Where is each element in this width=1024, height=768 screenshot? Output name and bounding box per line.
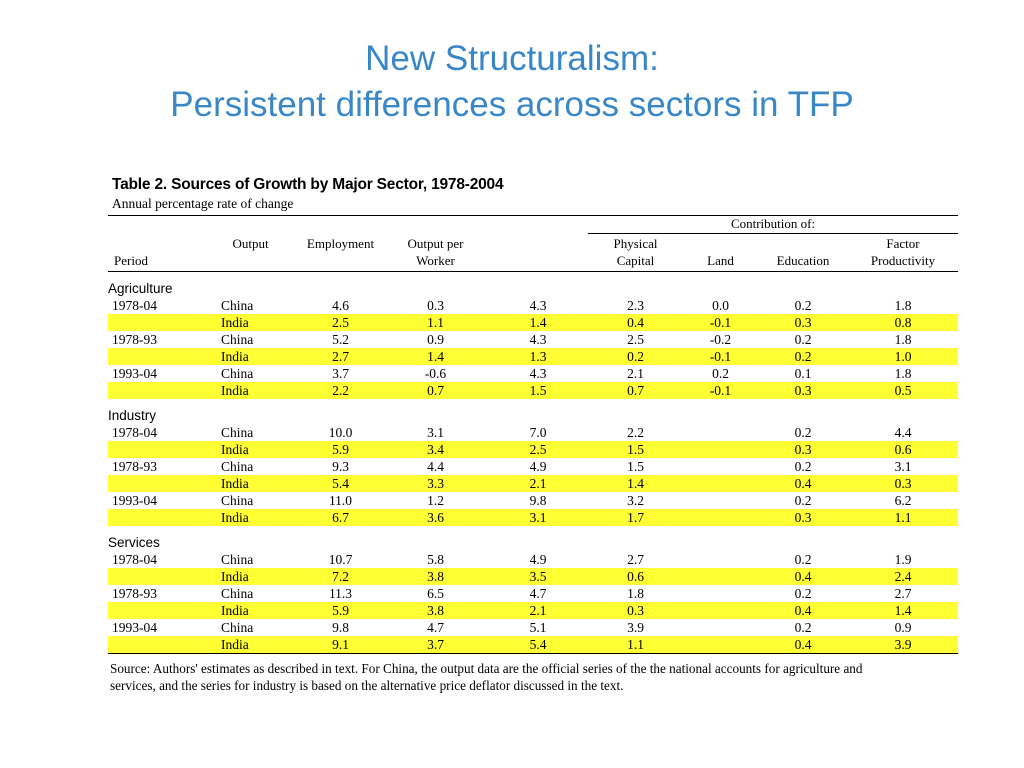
cell-physical-capital: 3.2 <box>627 493 644 508</box>
cell-country: India <box>203 382 298 399</box>
cell-land <box>683 509 758 526</box>
page-title <box>0 36 1024 128</box>
cell-land <box>683 475 758 492</box>
cell-output: 2.5 <box>298 314 383 331</box>
cell-output: 9.3 <box>332 459 349 474</box>
sector-heading-industry <box>108 399 958 424</box>
sector-heading-agriculture <box>108 272 958 298</box>
cell-education: 0.2 <box>794 459 812 474</box>
header-education: Education <box>776 253 830 268</box>
cell-output-per-worker: 2.5 <box>488 441 588 458</box>
table-row <box>108 475 958 492</box>
cell-employment: 0.9 <box>427 332 444 347</box>
cell-land <box>683 619 758 636</box>
cell-factor-productivity: 0.3 <box>848 475 958 492</box>
cell-period <box>108 636 203 654</box>
cell-land: -0.1 <box>683 382 758 399</box>
cell-output-per-worker: 2.1 <box>488 602 588 619</box>
cell-employment: 0.3 <box>427 298 444 313</box>
table-row <box>108 424 958 441</box>
cell-physical-capital: 0.2 <box>588 348 683 365</box>
cell-period: 1978-93 <box>112 459 157 474</box>
cell-education: 0.2 <box>794 298 812 313</box>
cell-employment: 3.4 <box>383 441 488 458</box>
table-header-row <box>108 234 958 252</box>
header-period-blank <box>108 234 203 252</box>
table-row <box>108 382 958 399</box>
cell-physical-capital: 2.2 <box>627 425 644 440</box>
cell-employment: 5.8 <box>427 552 444 567</box>
table-row <box>108 348 958 365</box>
cell-output: 5.4 <box>298 475 383 492</box>
cell-factor-productivity: 6.2 <box>894 493 912 508</box>
cell-physical-capital: 2.3 <box>627 298 644 313</box>
cell-country: China <box>221 552 254 567</box>
cell-factor-productivity: 1.0 <box>848 348 958 365</box>
cell-output-per-worker: 4.3 <box>529 366 547 381</box>
cell-output-per-worker: 4.3 <box>529 332 547 347</box>
cell-period: 1978-93 <box>112 332 157 347</box>
header-output-per-worker-line2: Worker <box>416 253 455 268</box>
cell-output-per-worker: 1.3 <box>488 348 588 365</box>
cell-land <box>683 568 758 585</box>
cell-country: India <box>203 314 298 331</box>
header-physical-capital-line2: Capital <box>616 253 655 268</box>
cell-period: 1978-93 <box>112 586 157 601</box>
cell-output: 11.3 <box>328 586 353 601</box>
cell-education: 0.2 <box>794 552 812 567</box>
cell-period: 1978-04 <box>112 552 157 567</box>
header-blank-col-2 <box>488 251 588 268</box>
table-row <box>108 297 958 314</box>
cell-employment: 3.3 <box>383 475 488 492</box>
table-top-rule <box>108 216 958 234</box>
cell-education: 0.3 <box>758 314 848 331</box>
cell-factor-productivity: 2.4 <box>848 568 958 585</box>
cell-employment: -0.6 <box>424 366 447 381</box>
header-factor-productivity-line2: Productivity <box>870 253 936 268</box>
cell-output-per-worker: 2.1 <box>488 475 588 492</box>
cell-education: 0.2 <box>794 425 812 440</box>
cell-employment: 1.4 <box>383 348 488 365</box>
cell-output: 11.0 <box>328 493 353 508</box>
cell-physical-capital: 2.5 <box>627 332 644 347</box>
cell-physical-capital: 0.7 <box>588 382 683 399</box>
cell-output: 5.9 <box>298 602 383 619</box>
cell-land <box>683 551 758 568</box>
cell-country: China <box>221 366 254 381</box>
cell-employment: 3.8 <box>383 568 488 585</box>
cell-country: China <box>221 493 254 508</box>
cell-output: 10.7 <box>328 552 353 567</box>
cell-employment: 3.7 <box>383 636 488 654</box>
cell-physical-capital: 0.6 <box>588 568 683 585</box>
cell-period <box>108 348 203 365</box>
cell-education: 0.4 <box>758 602 848 619</box>
cell-land <box>683 636 758 654</box>
cell-employment: 1.1 <box>383 314 488 331</box>
cell-period <box>108 314 203 331</box>
cell-factor-productivity: 1.8 <box>894 298 912 313</box>
cell-output: 9.8 <box>332 620 349 635</box>
cell-country: India <box>203 568 298 585</box>
cell-output: 9.1 <box>298 636 383 654</box>
cell-land <box>683 458 758 475</box>
header-education-blank <box>758 234 848 252</box>
cell-output: 6.7 <box>298 509 383 526</box>
cell-factor-productivity: 1.1 <box>848 509 958 526</box>
cell-output-per-worker: 1.4 <box>488 314 588 331</box>
cell-period: 1978-04 <box>112 298 157 313</box>
cell-country: India <box>203 602 298 619</box>
cell-employment: 3.6 <box>383 509 488 526</box>
table-source-note: Source: Authors' estimates as described in text. For China, the output data are the official series of the the national accounts for agriculture and services, and the series for industry is based on the alternative price deflator discussed in the text. <box>110 661 863 693</box>
cell-output-per-worker: 9.8 <box>529 493 547 508</box>
cell-period <box>108 602 203 619</box>
cell-output: 5.2 <box>332 332 349 347</box>
cell-country: India <box>203 636 298 654</box>
table-row <box>108 568 958 585</box>
cell-period <box>108 475 203 492</box>
cell-physical-capital: 1.8 <box>627 586 644 601</box>
cell-country: China <box>221 332 254 347</box>
cell-output-per-worker: 7.0 <box>529 425 547 440</box>
cell-factor-productivity: 0.8 <box>848 314 958 331</box>
cell-physical-capital: 3.9 <box>627 620 644 635</box>
cell-output-per-worker: 5.1 <box>529 620 547 635</box>
header-output-2 <box>203 251 298 268</box>
cell-output: 5.9 <box>298 441 383 458</box>
table-row <box>108 458 958 475</box>
cell-land: -0.2 <box>709 332 732 347</box>
table-row <box>108 314 958 331</box>
cell-country: India <box>203 348 298 365</box>
cell-physical-capital: 1.1 <box>588 636 683 654</box>
table-row <box>108 509 958 526</box>
cell-factor-productivity: 2.7 <box>894 586 912 601</box>
cell-output-per-worker: 4.9 <box>529 552 547 567</box>
cell-period <box>108 568 203 585</box>
cell-country: China <box>221 298 254 313</box>
table-row <box>108 492 958 509</box>
cell-employment: 1.2 <box>427 493 444 508</box>
cell-employment: 6.5 <box>427 586 444 601</box>
cell-period <box>108 382 203 399</box>
table-bottom-rule <box>108 654 958 659</box>
cell-factor-productivity: 1.4 <box>848 602 958 619</box>
cell-education: 0.4 <box>758 568 848 585</box>
cell-physical-capital: 2.1 <box>627 366 644 381</box>
table-row <box>108 636 958 654</box>
cell-land: 0.0 <box>712 298 729 313</box>
cell-factor-productivity: 0.6 <box>848 441 958 458</box>
cell-output-per-worker: 4.3 <box>529 298 547 313</box>
cell-period: 1993-04 <box>112 620 157 635</box>
table-figure <box>108 176 936 694</box>
cell-land: -0.1 <box>683 314 758 331</box>
cell-output-per-worker: 4.9 <box>529 459 547 474</box>
cell-output: 4.6 <box>332 298 349 313</box>
cell-output-per-worker: 5.4 <box>488 636 588 654</box>
header-period: Period <box>114 253 148 268</box>
cell-education: 0.2 <box>794 493 812 508</box>
cell-country: China <box>221 586 254 601</box>
table-caption-subtitle: Annual percentage rate of change <box>112 196 294 211</box>
cell-output: 2.2 <box>298 382 383 399</box>
cell-physical-capital: 1.4 <box>588 475 683 492</box>
cell-physical-capital: 2.7 <box>627 552 644 567</box>
cell-output-per-worker: 3.1 <box>488 509 588 526</box>
sector-heading-services <box>108 526 958 551</box>
cell-period <box>108 441 203 458</box>
header-employment: Employment <box>306 236 375 251</box>
cell-factor-productivity: 1.8 <box>894 366 912 381</box>
table-caption-title: Table 2. Sources of Growth by Major Sector, 1978-2004 <box>112 176 504 193</box>
header-land: Land <box>707 253 734 268</box>
cell-output: 10.0 <box>328 425 353 440</box>
table-row <box>108 619 958 636</box>
cell-employment: 0.7 <box>383 382 488 399</box>
cell-factor-productivity: 4.4 <box>894 425 912 440</box>
cell-land <box>683 492 758 509</box>
cell-output-per-worker: 4.7 <box>529 586 547 601</box>
table-row <box>108 441 958 458</box>
cell-physical-capital: 1.7 <box>588 509 683 526</box>
header-physical-capital-line1: Physical <box>613 236 658 251</box>
cell-country: India <box>203 475 298 492</box>
cell-employment: 3.8 <box>383 602 488 619</box>
cell-period <box>108 509 203 526</box>
cell-output: 2.7 <box>298 348 383 365</box>
cell-output: 3.7 <box>332 366 349 381</box>
cell-education: 0.2 <box>794 586 812 601</box>
cell-factor-productivity: 3.9 <box>848 636 958 654</box>
cell-factor-productivity: 3.1 <box>894 459 912 474</box>
header-contribution-of: Contribution of: <box>588 216 958 234</box>
cell-land <box>683 585 758 602</box>
cell-physical-capital: 1.5 <box>588 441 683 458</box>
cell-land <box>683 602 758 619</box>
cell-employment: 4.7 <box>427 620 444 635</box>
cell-education: 0.2 <box>794 620 812 635</box>
table-row <box>108 365 958 382</box>
cell-land <box>683 441 758 458</box>
cell-employment: 4.4 <box>427 459 444 474</box>
header-factor-productivity-line1: Factor <box>886 236 920 251</box>
header-blank-col <box>488 234 588 252</box>
cell-output: 7.2 <box>298 568 383 585</box>
cell-physical-capital: 1.5 <box>627 459 644 474</box>
cell-factor-productivity: 1.9 <box>894 552 912 567</box>
header-output-per-worker-line1: Output per <box>407 236 464 251</box>
cell-education: 0.4 <box>758 636 848 654</box>
cell-factor-productivity: 0.5 <box>848 382 958 399</box>
cell-education: 0.3 <box>758 509 848 526</box>
cell-land <box>683 424 758 441</box>
cell-education: 0.4 <box>758 475 848 492</box>
sources-of-growth-table <box>108 215 958 658</box>
cell-country: China <box>221 620 254 635</box>
cell-land: 0.2 <box>712 366 729 381</box>
cell-education: 0.3 <box>758 382 848 399</box>
table-row <box>108 602 958 619</box>
page-title-line-2: Persistent differences across sectors in TFP <box>170 85 854 124</box>
table-row <box>108 331 958 348</box>
rule-left-gap <box>108 216 588 234</box>
header-land-blank <box>683 234 758 252</box>
cell-output-per-worker: 1.5 <box>488 382 588 399</box>
cell-education: 0.2 <box>794 332 812 347</box>
cell-country: China <box>221 459 254 474</box>
cell-factor-productivity: 0.9 <box>894 620 912 635</box>
cell-period: 1993-04 <box>112 493 157 508</box>
header-output: Output <box>232 236 269 251</box>
header-employment-2 <box>298 251 383 268</box>
cell-period: 1993-04 <box>112 366 157 381</box>
cell-country: India <box>203 441 298 458</box>
cell-period: 1978-04 <box>112 425 157 440</box>
sector-label: Industry <box>108 408 157 423</box>
cell-output-per-worker: 3.5 <box>488 568 588 585</box>
cell-country: China <box>221 425 254 440</box>
table-row <box>108 551 958 568</box>
cell-employment: 3.1 <box>427 425 444 440</box>
sector-label: Agriculture <box>108 281 173 296</box>
cell-land: -0.1 <box>683 348 758 365</box>
cell-country: India <box>203 509 298 526</box>
cell-education: 0.1 <box>794 366 812 381</box>
sector-label: Services <box>108 535 160 550</box>
cell-physical-capital: 0.4 <box>588 314 683 331</box>
cell-education: 0.2 <box>758 348 848 365</box>
table-header-row-2 <box>108 251 958 268</box>
cell-factor-productivity: 1.8 <box>894 332 912 347</box>
page-title-line-1: New Structuralism: <box>365 39 659 78</box>
table-row <box>108 585 958 602</box>
cell-physical-capital: 0.3 <box>588 602 683 619</box>
cell-education: 0.3 <box>758 441 848 458</box>
